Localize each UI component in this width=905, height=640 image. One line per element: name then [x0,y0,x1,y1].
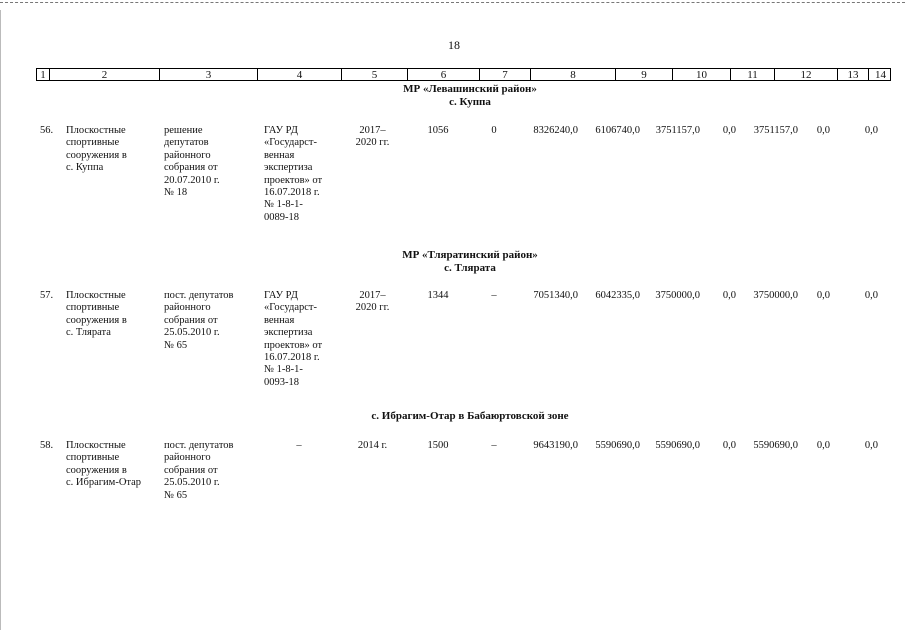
decision-line: собрания от [164,314,218,326]
expertise-line: проектов» от [264,339,323,351]
col-10-value: 5590690,0 [655,440,700,451]
object-name-line: спортивные [66,302,120,314]
col-11-value: 0,0 [722,440,736,451]
col-11-value: 0,0 [722,290,736,301]
expertise-line: 0089-18 [264,211,299,223]
col-14-value: 0,0 [864,125,878,136]
col-10-value: 3750000,0 [655,290,700,301]
decision-line: решение [164,125,203,136]
decision-line: пост. депутатов [164,440,234,451]
header-col-3: 3 [159,69,257,80]
period-line: 2020 гг. [355,137,390,149]
period-line: 2017– [359,290,386,301]
period-line: 2017– [359,125,386,136]
object-name-line: Плоскостные [66,290,126,301]
period-line: 2014 г. [357,440,388,451]
object-name-line: с. Куппа [66,162,104,174]
decision-line: собрания от [164,162,218,174]
col-8-value: 8326240,0 [533,125,578,136]
object-name-line: с. Ибрагим-Отар [66,477,142,489]
col-7-value: – [491,440,497,451]
expertise-line: ГАУ РД [264,290,298,301]
expertise-line: 0093-18 [264,376,299,388]
object-name-line: спортивные [66,452,120,464]
object-name-line: сооружения в [66,149,127,161]
col-6-value: 1344 [427,290,449,301]
section-title: МР «Левашинский район» [403,83,537,95]
decision-line: 20.07.2010 г. [164,174,220,186]
section-subtitle: с. Куппа [449,96,491,108]
col-9-value: 6042335,0 [595,290,640,301]
decision-line: 25.05.2010 г. [164,477,220,489]
section-title: МР «Тляратинский район» [402,249,538,261]
col-7-value: – [491,290,497,301]
expertise-line: венная [264,314,295,326]
object-name-line: сооружения в [66,314,127,326]
expertise-line: 16.07.2018 г. [264,352,320,363]
header-col-2: 2 [49,69,159,80]
decision-line: районного [164,302,211,314]
decision-line: депутатов [164,137,209,149]
section-subtitle: с. Тлярата [444,262,496,274]
header-col-10: 10 [672,69,730,80]
header-col-4: 4 [257,69,341,80]
row-number: 58. [40,440,54,451]
col-14-value: 0,0 [864,440,878,451]
object-name-line: с. Тлярата [66,327,111,339]
header-col-12: 12 [774,69,837,80]
expertise-line: № 1-8-1- [264,364,303,376]
decision-line: № 65 [164,339,188,351]
col-12-value: 5590690,0 [753,440,798,451]
expertise-line: экспертиза [264,162,313,174]
decision-line: пост. депутатов [164,290,234,301]
object-name-line: спортивные [66,137,120,149]
col-13-value: 0,0 [816,290,830,301]
col-13-value: 0,0 [816,125,830,136]
object-name-line: Плоскостные [66,125,126,136]
expertise-line: № 1-8-1- [264,199,303,211]
left-edge-line [0,10,1,630]
header-col-13: 13 [837,69,868,80]
col-6-value: 1500 [427,440,449,451]
column-header-row [36,68,891,81]
top-edge-line [0,2,905,3]
col-9-value: 5590690,0 [595,440,640,451]
header-col-1: 1 [40,69,46,81]
col-6-value: 1056 [427,125,449,136]
header-col-5: 5 [341,69,407,80]
col-10-value: 3751157,0 [655,125,700,136]
col-12-value: 3751157,0 [753,125,798,136]
decision-line: № 18 [164,187,188,198]
period-line: 2020 гг. [355,302,390,314]
expertise-line: экспертиза [264,327,313,339]
col-12-value: 3750000,0 [753,290,798,301]
header-col-8: 8 [530,69,615,80]
header-col-6: 6 [407,69,479,80]
expertise-line: ГАУ РД [264,125,298,136]
expertise-line: венная [264,149,295,161]
object-name-line: Плоскостные [66,440,126,451]
header-col-7: 7 [479,69,530,80]
header-col-11: 11 [730,69,774,80]
expertise-line: «Государст- [264,137,318,149]
col-13-value: 0,0 [816,440,830,451]
expertise-line: проектов» от [264,174,323,186]
decision-line: 25.05.2010 г. [164,327,220,339]
object-name-line: сооружения в [66,464,127,476]
expertise-line: «Государст- [264,302,318,314]
col-9-value: 6106740,0 [595,125,640,136]
decision-line: собрания от [164,464,218,476]
section-title: с. Ибрагим-Отар в Бабаюртовской зоне [371,410,569,422]
decision-line: № 65 [164,489,188,501]
header-col-9: 9 [615,69,672,80]
row-number: 56. [40,125,54,136]
header-col-14: 14 [868,69,892,80]
page-number: 18 [448,38,460,52]
col-7-value: 0 [491,125,497,136]
col-14-value: 0,0 [864,290,878,301]
expertise-line: – [296,440,302,451]
decision-line: районного [164,149,211,161]
col-11-value: 0,0 [722,125,736,136]
row-number: 57. [40,290,54,301]
decision-line: районного [164,452,211,464]
expertise-line: 16.07.2018 г. [264,187,320,198]
col-8-value: 9643190,0 [533,440,578,451]
col-8-value: 7051340,0 [533,290,578,301]
